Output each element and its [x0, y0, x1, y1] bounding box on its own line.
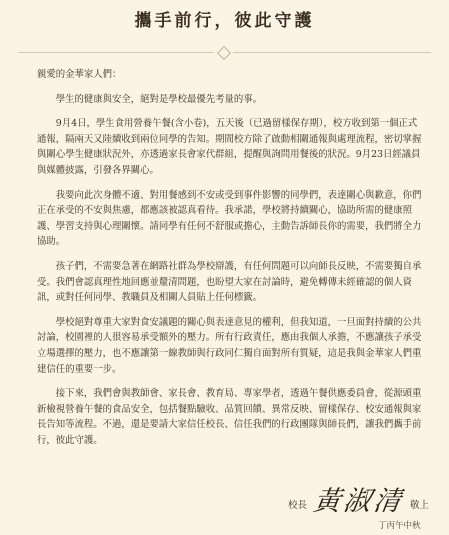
- letter-body: [37, 67, 425, 457]
- signature-prefix: 校長: [288, 500, 308, 511]
- paragraph-1: 學生的健康與安全，絕對是學校最優先考量的事。: [55, 93, 263, 105]
- greeting: 親愛的金華家人們：: [37, 69, 122, 80]
- signature-name: 黃淑清: [311, 486, 406, 517]
- diamond-ornament-icon: [217, 46, 231, 60]
- paragraph-4: 孩子們，不需要急著在網路社群為學校辯護，有任何問題可以向師長反映，不需要獨自承受。我們會認真理性地回應並釐清問題，也盼望大家在討論時，避免轉傳未經確認的個人資訊，或對任何同學、教職員及相關人員貼上任何標籤。: [37, 260, 422, 304]
- letter-date: 丁丙午中秋: [378, 521, 421, 531]
- paragraph-2: 9月4日，學生食用營養午餐(含小卷)，五天後（已過留樣保存期），校方收到第一個正式通報，隔兩天又陸續收到兩位同學的告知。期間校方除了啟動相關通報與處理流程，密切掌握與關心學生健康狀況外，亦透過家長會家代群組，提醒與詢問用餐後的狀況。9月23日經議員與媒體披露，引發各界關心。: [37, 118, 422, 176]
- divider-left: [18, 52, 214, 53]
- divider-right: [233, 52, 431, 53]
- signature-suffix: 敬上: [410, 500, 430, 511]
- paragraph-6: 接下來，我們會與教師會、家長會、教育局、專家學者，透過午餐供應委員會，從源頭重新檢視營養午餐的食品安全，包括餐點驗收、品質回饋、異常反映、留樣保存、校安通報與家長告知等流程。不過，還是要請大家信任校長、信任我們的行政團隊與師長們，讓我們攜手前行，彼此守護。: [37, 388, 422, 446]
- paragraph-5: 學校絕對尊重大家對食安議題的關心與表達意見的權利，但我知道，一旦面對持續的公共討論，校園裡的人很容易承受額外的壓力。所有行政責任，應由我個人承擔，不應讓孩子承受立場選擇的壓力，也不應讓第一線教師與行政同仁獨自面對所有質疑，這是我與金華家人們重建信任的重要一步。: [37, 316, 422, 375]
- page-title: 攜手前行，彼此守護: [134, 11, 315, 31]
- paragraph-3: 我要向此次身體不適、對用餐感到不安或受到事件影響的同學們，表達關心與歉意，你們正在承受的不安與焦慮，都應該被認真看待。我承諾，學校將持續關心，協助所需的健康照護、學習支持與心理關懷。請同學有任何不舒服或擔心，主動告訴師長你的需要，我們將全力協助。: [37, 189, 422, 248]
